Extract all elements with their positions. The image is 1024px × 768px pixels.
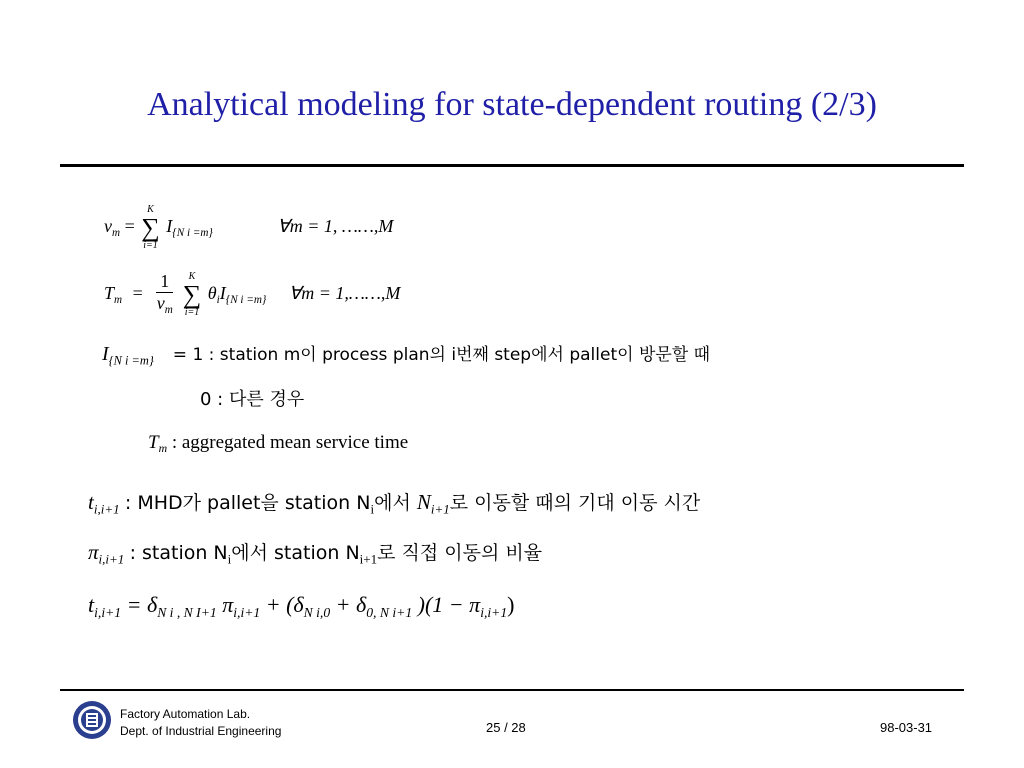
eq1-indicator-sub: {N i =m}	[172, 227, 213, 240]
pi-symbol-sub: i,i+1	[98, 551, 125, 567]
eq2-frac-den: v	[156, 293, 165, 314]
t-desc-ni1: N	[416, 490, 431, 514]
footer-org-line2: Dept. of Industrial Engineering	[120, 724, 282, 738]
t-symbol-sub: i,i+1	[93, 501, 120, 517]
t-desc-b: 에서	[374, 492, 417, 514]
eq2-sum-lower: i=1	[184, 307, 200, 318]
eq1-lhs-sub: m	[112, 227, 121, 240]
eq2-equals: =	[132, 283, 143, 304]
final-lhs: t	[88, 592, 95, 617]
eq1-indicator: I	[166, 216, 173, 237]
final-lhs-sub: i,i+1	[94, 604, 122, 620]
final-p5: )(1 − π	[417, 592, 481, 617]
university-seal-icon	[72, 700, 112, 740]
eq2-sum	[183, 272, 202, 318]
t-desc-a: : MHD가 pallet을 station N	[124, 492, 371, 514]
t-definition	[88, 488, 700, 518]
final-p4-sub: 0, N i+1	[366, 604, 413, 620]
T-definition	[148, 432, 408, 456]
final-p2: π	[222, 592, 234, 617]
page-number: 25 / 28	[486, 720, 526, 735]
final-p4: + δ	[335, 592, 367, 617]
final-p1: = δ	[126, 592, 158, 617]
pi-desc-a: : station N	[129, 542, 228, 564]
footer-date: 98-03-31	[880, 720, 933, 735]
t-desc-ni1-sub: i+1	[430, 501, 450, 517]
final-p3: + (δ	[265, 592, 304, 617]
equation-v-m	[104, 205, 393, 251]
eq1-lhs: v	[104, 216, 112, 237]
eq2-frac-den-sub: m	[164, 304, 173, 317]
eq2-theta: θ	[207, 283, 217, 304]
indicator-symbol-sub: {N i =m}	[108, 353, 154, 368]
slide-title: Analytical modeling for state-dependent routing (2/3)	[147, 86, 877, 123]
eq2-indicator: I	[219, 283, 226, 304]
equation-t-final	[88, 592, 515, 621]
indicator-case-1: = 1 : station m이 process plan의 i번째 step에서 pallet이 방문할 때	[172, 345, 711, 365]
T-symbol: T	[148, 432, 159, 453]
eq2-forall: ∀m = 1,……,M	[288, 283, 401, 304]
pi-desc-c: 로 직접 이동의 비율	[377, 542, 543, 564]
eq2-frac-num: 1	[156, 272, 173, 293]
footer-divider	[60, 689, 964, 691]
pi-desc-a-sub: i	[227, 551, 232, 567]
indicator-case-0: 0 : 다른 경우	[200, 389, 305, 410]
eq1-equals: =	[124, 216, 135, 237]
final-p3-sub: N i,0	[303, 604, 331, 620]
sum-symbol-icon: ∑	[141, 213, 160, 242]
pi-definition	[88, 538, 542, 568]
final-p5-sub: i,i+1	[480, 604, 508, 620]
t-desc-a-sub: i	[370, 501, 375, 517]
indicator-symbol: I	[102, 343, 109, 365]
eq1-forall: ∀m = 1, ……,M	[277, 216, 394, 237]
final-p6: )	[507, 592, 515, 617]
pi-symbol: π	[88, 540, 99, 564]
eq2-theta-sub: i	[216, 294, 220, 307]
sum-symbol-icon: ∑	[182, 280, 202, 309]
final-p1-sub: N i , N I+1	[157, 604, 217, 620]
eq1-sum	[141, 205, 160, 251]
indicator-definition	[102, 340, 710, 368]
title-divider	[60, 164, 964, 167]
eq1-sum-upper: K	[147, 204, 154, 215]
eq2-fraction	[156, 272, 173, 317]
T-symbol-sub: m	[158, 442, 168, 456]
pi-desc-b: 에서 station N	[231, 542, 360, 564]
T-description: : aggregated mean service time	[171, 432, 409, 453]
t-desc-c: 로 이동할 때의 기대 이동 시간	[449, 492, 701, 514]
eq2-lhs-sub: m	[114, 294, 123, 307]
t-symbol: t	[88, 490, 94, 514]
eq2-lhs: T	[104, 283, 115, 304]
final-p2-sub: i,i+1	[233, 604, 261, 620]
eq1-sum-lower: i=1	[143, 240, 158, 251]
pi-desc-b-sub: i+1	[359, 551, 378, 567]
eq2-indicator-sub: {N i =m}	[225, 294, 267, 307]
equation-T-m	[104, 272, 400, 318]
eq2-sum-upper: K	[188, 271, 196, 282]
footer-org-line1: Factory Automation Lab.	[120, 707, 251, 721]
